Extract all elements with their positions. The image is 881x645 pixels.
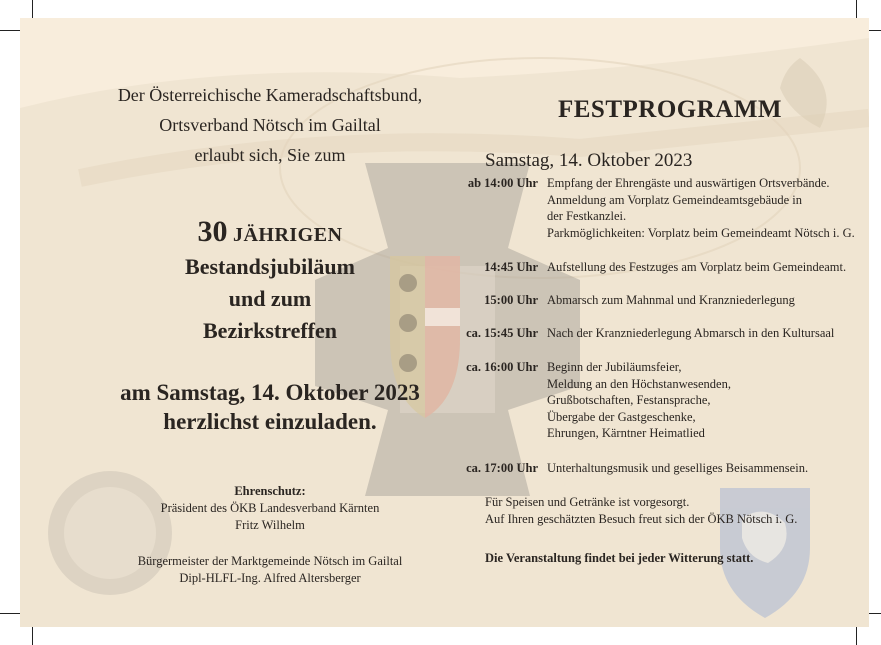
crop-mark — [856, 0, 857, 18]
note-line: Auf Ihren geschätzten Besuch freut sich der ÖKB Nötsch i. G. — [485, 511, 798, 526]
entry-description — [547, 259, 867, 276]
entry-description — [547, 359, 867, 442]
crop-mark — [32, 627, 33, 645]
entry-line: Empfang der Ehrengäste und auswärtigen Ortsverbände. — [547, 176, 830, 190]
invitation-card — [20, 18, 869, 627]
patronage-block — [60, 483, 480, 587]
program-notes — [485, 494, 797, 527]
anniversary-heading — [60, 216, 480, 347]
anniversary-line: Bestandsjubiläum — [185, 254, 355, 279]
patronage-title: Ehrenschutz: — [234, 484, 306, 498]
crop-mark — [856, 627, 857, 645]
anniversary-word: JÄHRIGEN — [232, 224, 343, 246]
entry-description — [547, 292, 867, 309]
invitation-intro — [60, 80, 480, 170]
entry-line: Anmeldung am Vorplatz Gemeindeamtsgebäude in — [547, 192, 803, 207]
patron-line: Präsident des ÖKB Landesverband Kärnten — [160, 501, 380, 515]
entry-line: Nach der Kranzniederlegung Abmarsch in den Kultursaal — [547, 326, 835, 340]
entry-time: ca. 17:00 Uhr — [466, 461, 538, 475]
note-line: Für Speisen und Getränke ist vorgesorgt. — [485, 495, 690, 509]
entry-time: 15:00 Uhr — [484, 293, 538, 307]
anniversary-number: 30 — [197, 215, 228, 248]
invitation-date — [60, 378, 480, 436]
entry-line: Übergabe der Gastgeschenke, — [547, 409, 696, 424]
entry-line: Meldung an den Höchstanwesenden, — [547, 376, 731, 391]
entry-line: Aufstellung des Festzuges am Vorplatz beim Gemeindeamt. — [547, 260, 847, 274]
entry-line: Beginn der Jubiläumsfeier, — [547, 360, 682, 374]
entry-line: der Festkanzlei. — [547, 209, 627, 223]
program-date: Samstag, 14. Oktober 2023 — [485, 150, 693, 171]
intro-line: Ortsverband Nötsch im Gailtal — [159, 115, 381, 135]
crop-mark — [32, 0, 33, 18]
entry-time: 14:45 Uhr — [484, 260, 538, 274]
entry-line: Unterhaltungsmusik und geselliges Beisammensein. — [547, 461, 809, 475]
date-line: herzlichst einzuladen. — [163, 409, 377, 434]
crop-mark — [0, 613, 20, 614]
anniversary-line: und zum — [228, 286, 312, 311]
entry-time: ca. 16:00 Uhr — [466, 360, 538, 374]
date-line: am Samstag, 14. Oktober 2023 — [120, 380, 420, 405]
weather-note: Die Veranstaltung findet bei jeder Witterung statt. — [485, 551, 754, 565]
intro-line: Der Österreichische Kameradschaftsbund, — [117, 85, 423, 105]
entry-line: Abmarsch zum Mahnmal und Kranzniederlegung — [547, 293, 795, 307]
entry-line: Grußbotschaften, Festansprache, — [547, 393, 711, 407]
anniversary-line: Bezirkstreffen — [203, 318, 337, 343]
patron-line: Fritz Wilhelm — [235, 518, 305, 532]
program-title: FESTPROGRAMM — [557, 96, 783, 123]
entry-line: Ehrungen, Kärntner Heimatlied — [547, 426, 705, 440]
entry-time: ca. 15:45 Uhr — [466, 326, 538, 340]
entry-time: ab 14:00 Uhr — [467, 176, 538, 190]
crop-mark — [869, 30, 881, 31]
patron-line: Dipl-HLFL-Ing. Alfred Altersberger — [179, 571, 361, 585]
entry-description — [547, 460, 867, 477]
entry-description — [547, 325, 867, 342]
entry-line: Parkmöglichkeiten: Vorplatz beim Gemeindeamt Nötsch i. G. — [547, 225, 855, 240]
patron-line: Bürgermeister der Marktgemeinde Nötsch im Gailtal — [137, 554, 403, 568]
crop-mark — [869, 613, 881, 614]
entry-description — [547, 175, 867, 241]
crop-mark — [0, 30, 20, 31]
intro-line: erlaubt sich, Sie zum — [194, 145, 346, 165]
